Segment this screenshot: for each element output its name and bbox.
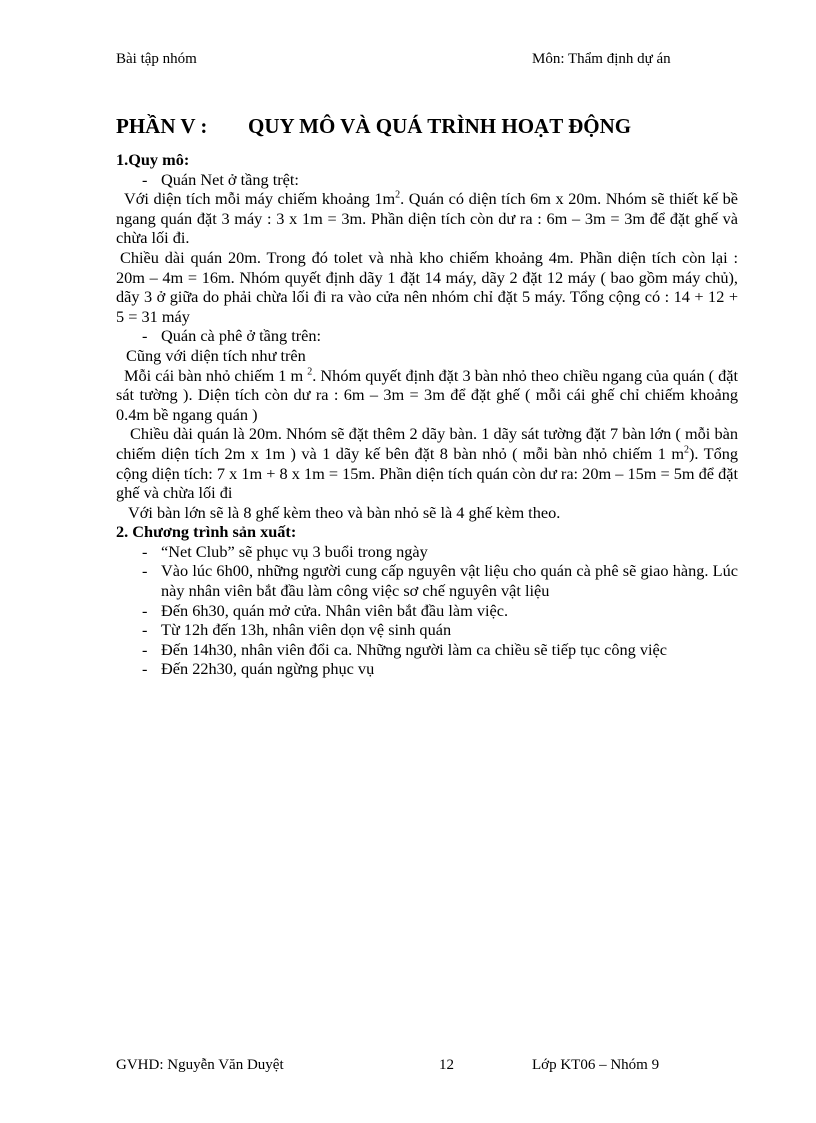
superscript: 2: [395, 189, 401, 201]
bullet-dash: -: [142, 639, 148, 659]
list-item-text: Đến 22h30, quán ngừng phục vụ: [161, 659, 375, 679]
list-item: [116, 601, 738, 621]
bullet-dash: -: [142, 169, 148, 189]
paragraph-table-rows: [116, 424, 738, 502]
list-item: [116, 542, 738, 562]
list-item: [116, 640, 738, 660]
list-item: [116, 326, 738, 346]
footer-class-group: Lớp KT06 – Nhóm 9: [532, 1057, 660, 1073]
bullet-dash: -: [142, 561, 148, 581]
paragraph-net-width: [116, 189, 738, 248]
paragraph-small-tables: [116, 366, 738, 425]
paragraph-net-length: Chiều dài quán 20m. Trong đó tolet và nhà kho chiếm khoảng 4m. Phần diện tích còn lại : 20m – 4m = 16m. Nhóm quyết định dãy 1 đặt 14 máy, dãy 2 đặt 12 máy ( bao gồm máy chủ), dãy 3 ở giữa do phải chừa lối đi ra vào cửa nên nhóm chỉ đặt 5 máy. Tổng cộng có : 14 + 12 + 5 = 31 máy: [116, 247, 738, 326]
page-number: 12: [439, 1057, 454, 1073]
bullet-dash: -: [142, 659, 148, 679]
list-item-text: Đến 6h30, quán mở cửa. Nhân viên bắt đầu làm việc.: [161, 600, 509, 620]
superscript: 2: [684, 444, 689, 456]
paragraph-chairs: Với bàn lớn sẽ là 8 ghế kèm theo và bàn nhỏ sẽ là 4 ghế kèm theo.: [128, 502, 561, 522]
net-item: Quán Net ở tầng trệt:: [161, 169, 299, 189]
section-title: QUY MÔ VÀ QUÁ TRÌNH HOẠT ĐỘNG: [248, 114, 632, 138]
paragraph-text: Chiều dài quán là 20m. Nhóm sẽ đặt thêm 2 dãy bàn. 1 dãy sát tường đặt 7 bàn lớn ( mỗi bàn chiếm diện tích 2m x 1m ) và 1 dãy kế bên đặt 8 bàn nhỏ ( mỗi bàn nhỏ chiếm 1 m: [116, 424, 738, 463]
list-item: [116, 659, 738, 679]
footer-instructor: GVHD: Nguyễn Văn Duyệt: [116, 1057, 284, 1073]
list-item-text: Vào lúc 6h00, những người cung cấp nguyên vật liệu cho quán cà phê sẽ giao hàng. Lúc này nhân viên bắt đầu làm công việc sơ chế nguyên vật liệu: [161, 561, 738, 601]
list-item: [116, 170, 738, 190]
bullet-dash: -: [142, 600, 148, 620]
bullet-dash: -: [142, 541, 148, 561]
paragraph-text: . Nhóm quyết định đặt 3 bàn nhỏ theo chiều ngang của quán ( đặt sát tường ). Diện tích còn dư ra : 6m – 3m = 3m để đặt ghế ( mỗi cái ghế chỉ chiếm khoảng 0.4m bề ngang quán ): [116, 365, 739, 424]
bullet-dash: -: [142, 326, 148, 346]
list-item-text: “Net Club” sẽ phục vụ 3 buổi trong ngày: [161, 541, 428, 561]
production-heading: 2. Chương trình sản xuất:: [116, 522, 297, 542]
paragraph-text: ). Tổng cộng diện tích: 7 x 1m + 8 x 1m = 15m. Phần diện tích quán còn dư ra: 20m – 15m = 5m để đặt ghế và chừa lối đi: [116, 443, 738, 503]
paragraph-text: Mỗi cái bàn nhỏ chiếm 1 m: [124, 365, 308, 385]
paragraph-text: . Quán có diện tích 6m x 20m. Nhóm sẽ thiết kế bề ngang quán đặt 3 máy : 3 x 1m = 3m. Phần diện tích còn dư ra : 6m – 3m = 3m để đặt ghế và chừa lối đi.: [116, 189, 739, 248]
scale-heading: 1.Quy mô:: [116, 150, 190, 169]
header-left: Bài tập nhóm: [116, 51, 197, 67]
bullet-dash: -: [142, 620, 148, 640]
header-right: Môn: Thẩm định dự án: [532, 51, 671, 67]
section-heading: [116, 112, 631, 140]
paragraph-same-area: Cũng với diện tích như trên: [126, 345, 306, 365]
list-item: [116, 620, 738, 640]
cafe-item: Quán cà phê ở tầng trên:: [161, 326, 322, 346]
paragraph-text: Với diện tích mỗi máy chiếm khoảng 1m: [124, 189, 396, 209]
list-item-text: Đến 14h30, nhân viên đổi ca. Những người làm ca chiều sẽ tiếp tục công việc: [161, 639, 667, 659]
superscript: 2: [307, 366, 313, 378]
list-item-text: Từ 12h đến 13h, nhân viên dọn vệ sinh quán: [161, 620, 452, 640]
list-item: [116, 561, 738, 600]
section-number: PHẦN V :: [116, 114, 208, 138]
document-body: [116, 150, 738, 679]
